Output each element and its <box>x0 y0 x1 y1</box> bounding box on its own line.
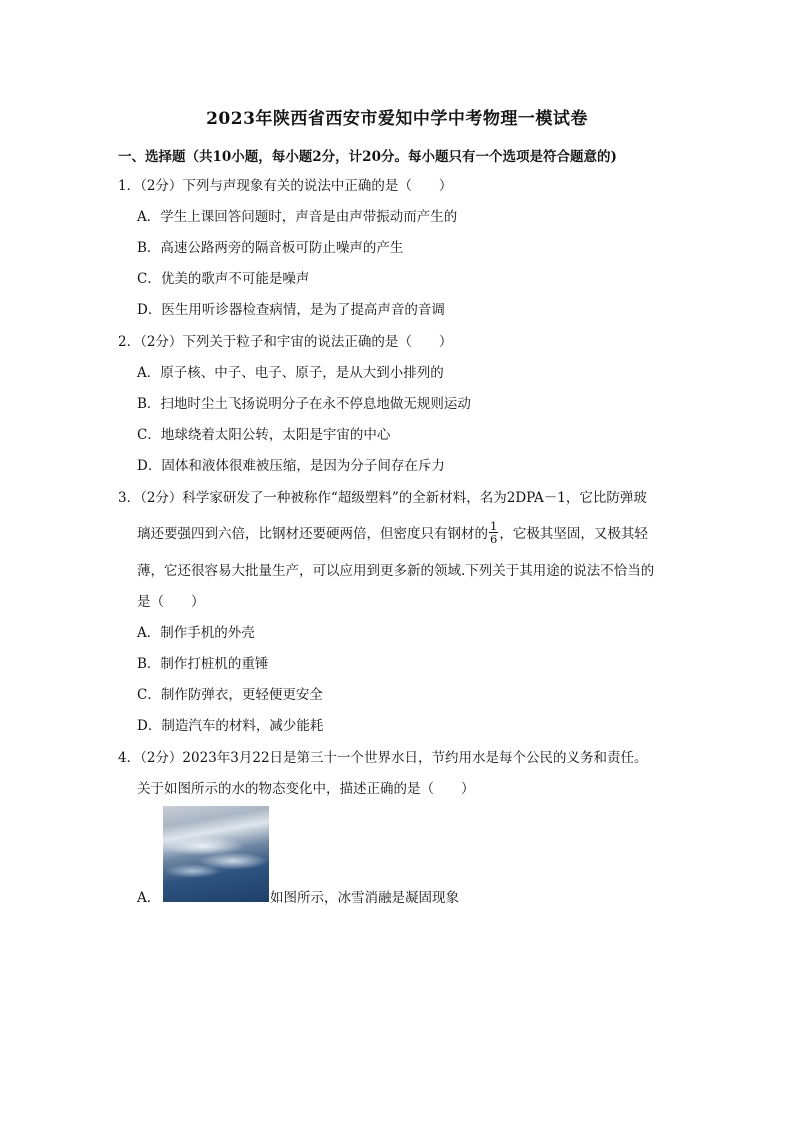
fraction-numerator: 1 <box>490 519 498 533</box>
section-heading: 一、选择题（共10小题，每小题2分，计20分。每小题只有一个选项是符合题意的) <box>118 149 617 165</box>
question-1-option-c: C．优美的歌声不可能是噪声 <box>137 271 310 287</box>
question-1-stem: 1．（2分）下列与声现象有关的说法中正确的是（ ） <box>118 178 453 194</box>
question-1-option-d: D．医生用听诊器检查病情，是为了提高声音的音调 <box>137 302 445 318</box>
question-3-line-1: 3．（2分）科学家研发了一种被称作“超级塑料”的全新材料，名为2DPA－1，它比防弹玻 <box>118 490 647 506</box>
question-3-option-c: C．制作防弹衣，更轻便更安全 <box>137 687 323 703</box>
question-3-line-2-before: 璃还要强四到六倍，比钢材还要硬两倍，但密度只有钢材的 <box>137 526 488 542</box>
question-4-option-a-text: 如图所示，冰雪消融是凝固现象 <box>270 890 459 906</box>
fraction-one-sixth <box>489 520 498 545</box>
question-3-option-d: D．制造汽车的材料，减少能耗 <box>137 718 324 734</box>
page-title: 2023年陕西省西安市爱知中学中考物理一模试卷 <box>206 109 588 129</box>
question-3-option-a: A．制作手机的外壳 <box>137 625 255 641</box>
question-2-option-d: D．固体和液体很难被压缩，是因为分子间存在斥力 <box>137 458 445 474</box>
melting-ice-photo <box>163 806 269 902</box>
fraction-denominator: 6 <box>490 532 498 546</box>
question-2-option-b: B．扫地时尘土飞扬说明分子在永不停息地做无规则运动 <box>137 396 471 412</box>
question-4-line-2: 关于如图所示的水的物态变化中，描述正确的是（ ） <box>137 781 475 797</box>
question-3-option-b: B．制作打桩机的重锤 <box>137 656 269 672</box>
question-3-line-2 <box>137 519 648 547</box>
question-2-option-c: C．地球绕着太阳公转，太阳是宇宙的中心 <box>137 427 391 443</box>
question-3-line-2-after: ，它极其坚固，又极其轻 <box>499 526 648 542</box>
question-3-line-3: 薄，它还很容易大批量生产，可以应用到更多新的领域.下列关于其用途的说法不恰当的 <box>137 563 655 579</box>
question-2-stem: 2．（2分）下列关于粒子和宇宙的说法正确的是（ ） <box>118 334 453 350</box>
question-4-option-a-label: A． <box>137 890 161 906</box>
question-3-line-4: 是（ ） <box>137 594 205 610</box>
question-1-option-b: B．高速公路两旁的隔音板可防止噪声的产生 <box>137 240 404 256</box>
question-4-line-1: 4．（2分）2023年3月22日是第三十一个世界水日，节约用水是每个公民的义务和责任。 <box>118 750 648 766</box>
question-1-option-a: A．学生上课回答问题时，声音是由声带振动而产生的 <box>137 209 458 225</box>
question-2-option-a: A．原子核、中子、电子、原子，是从大到小排列的 <box>137 365 444 381</box>
